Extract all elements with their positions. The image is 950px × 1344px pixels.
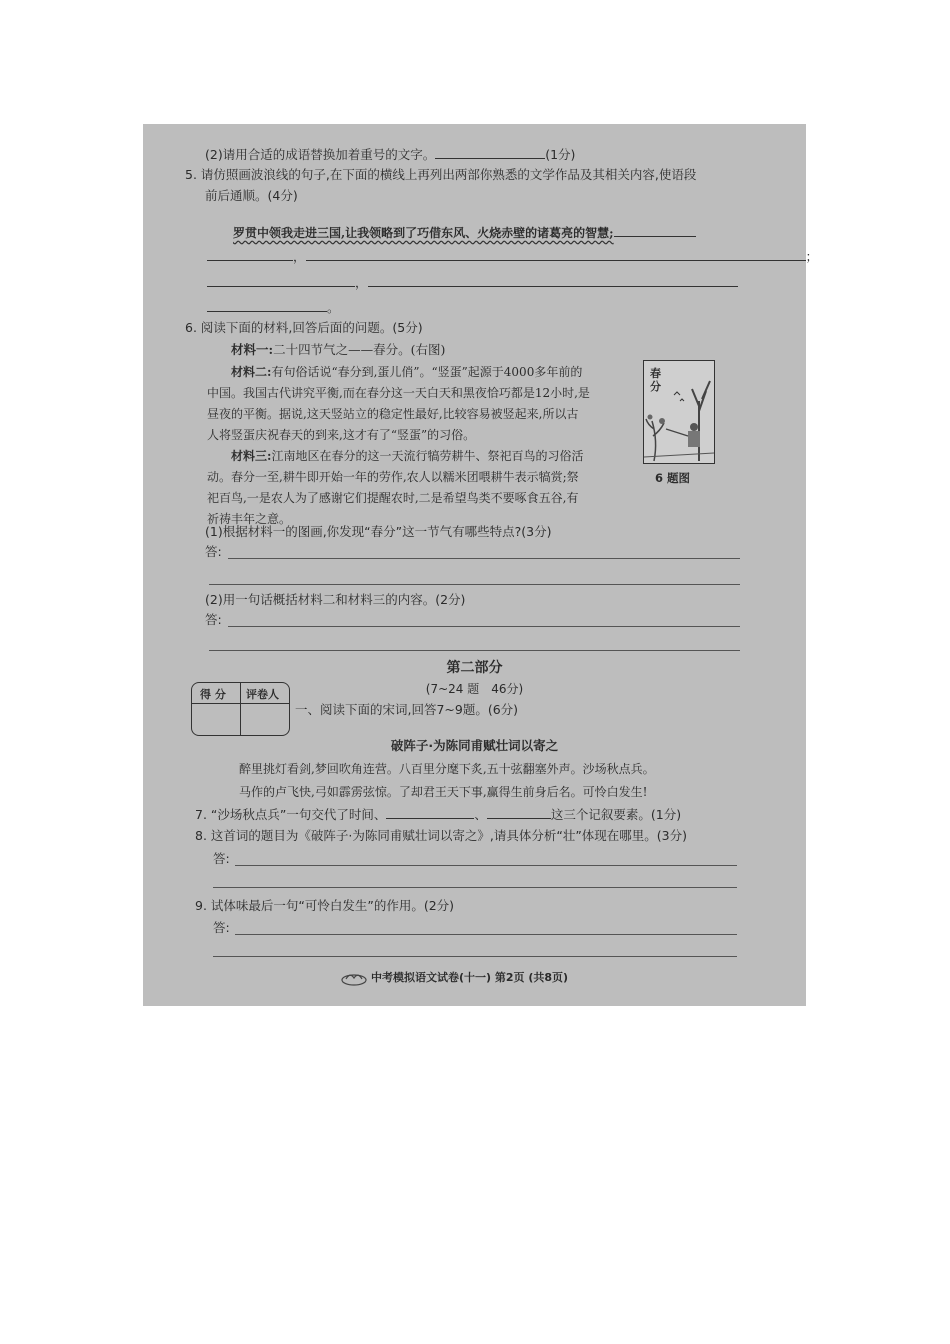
material-2-line2: 中国。我国古代讲究平衡,而在春分这一天白天和黑夜恰巧都是12小时,是 [207, 386, 590, 400]
answer-label: 答: [205, 544, 222, 559]
question-9: 9. 试体味最后一句“可怜白发生”的作用。(2分) [195, 898, 455, 913]
material-3-line3: 祀百鸟,一是农人为了感谢它们提醒农时,二是希望鸟类不要啄食五谷,有 [207, 491, 579, 505]
answer-line[interactable] [213, 956, 737, 957]
poem-line-1: 醉里挑灯看剑,梦回吹角连营。八百里分麾下炙,五十弦翻塞外声。沙场秋点兵。 [239, 762, 655, 776]
answer-blank[interactable] [207, 248, 293, 261]
exam-page-photo [143, 124, 819, 1006]
score-box [191, 682, 290, 736]
question-7: 7. “沙场秋点兵”一句交代了时间、 、 这三个记叙要素。(1分) [195, 807, 682, 822]
material-3-line1: 材料三:江南地区在春分的这一天流行犒劳耕牛、祭祀百鸟的习俗活 [231, 449, 584, 463]
answer-blank[interactable] [386, 806, 474, 819]
figure-caption: 6 题图 [655, 471, 691, 485]
question-6-1: (1)根据材料一的图画,你发现“春分”这一节气有哪些特点?(3分) [205, 524, 552, 539]
answer-blank[interactable] [306, 248, 806, 261]
answer-label: 答: [213, 920, 230, 935]
footer: 中考模拟语文试卷(十一) 第2页 (共8页) [341, 970, 568, 986]
question-5-example: 罗贯中领我走进三国,让我领略到了巧借东风、火烧赤壁的诸葛亮的智慧; [233, 224, 696, 241]
publisher-logo-icon [341, 970, 367, 986]
figure-drawing [644, 361, 714, 463]
answer-label: 答: [213, 851, 230, 866]
question-5-line1: 5. 请仿照画波浪线的句子,在下面的横线上再列出两部你熟悉的文学作品及其相关内容,使语段 [185, 167, 697, 182]
answer-line[interactable] [228, 558, 740, 559]
section-1-title: 一、阅读下面的宋词,回答7~9题。(6分) [295, 702, 519, 717]
answer-blank[interactable] [435, 146, 545, 159]
answer-line[interactable] [228, 626, 740, 627]
answer-line[interactable] [213, 887, 737, 888]
material-3-line4: 祈祷丰年之意。 [207, 512, 292, 526]
part-2-title: 第二部分 [446, 660, 503, 676]
question-4-2: (2)请用合适的成语替换加着重号的文字。 (1分) [205, 147, 576, 162]
poem-title: 破阵子·为陈同甫赋壮词以寄之 [390, 738, 559, 753]
grader-label: 评卷人 [246, 688, 279, 701]
material-2-line3: 昼夜的平衡。据说,这天竖站立的稳定性最好,比较容易被竖起来,所以古 [207, 407, 579, 421]
answer-line[interactable] [235, 865, 737, 866]
figure-label: 春分 [650, 367, 661, 393]
answer-line[interactable] [209, 650, 740, 651]
answer-blank[interactable] [207, 274, 355, 287]
answer-line[interactable] [209, 584, 740, 585]
material-2-line1: 材料二:有句俗话说“春分到,蛋儿俏”。“竖蛋”起源于4000多年前的 [231, 365, 583, 379]
material-3-line2: 动。春分一至,耕牛即开始一年的劳作,农人以糯米团喂耕牛表示犒赏;祭 [207, 470, 579, 484]
spring-equinox-illustration [643, 360, 715, 464]
question-5-blank-line2: ， ； [207, 248, 818, 265]
poem-line-2: 马作的卢飞快,弓如霹雳弦惊。了却君王天下事,赢得生前身后名。可怜白发生! [239, 785, 648, 799]
material-2-line4: 人将竖蛋庆祝春天的到来,这才有了“竖蛋”的习俗。 [207, 428, 476, 442]
answer-blank[interactable] [207, 299, 327, 312]
answer-blank[interactable] [368, 274, 738, 287]
question-5-line2: 前后通顺。(4分) [205, 188, 298, 203]
score-label: 得 分 [200, 688, 226, 701]
question-5-blank-line3: ， [207, 274, 738, 291]
question-6-2: (2)用一句话概括材料二和材料三的内容。(2分) [205, 592, 466, 607]
question-5-blank-line4: 。 [207, 299, 340, 316]
question-6-title: 6. 阅读下面的材料,回答后面的问题。(5分) [185, 320, 423, 335]
answer-label: 答: [205, 612, 222, 627]
material-1: 材料一:二十四节气之——春分。(右图) [231, 342, 446, 357]
part-2-range: (7~24 题 46分) [425, 682, 524, 696]
answer-line[interactable] [235, 934, 737, 935]
answer-blank[interactable] [614, 224, 696, 237]
question-8: 8. 这首词的题目为《破阵子·为陈同甫赋壮词以寄之》,请具体分析“壮”体现在哪里。(3分) [195, 828, 688, 843]
answer-blank[interactable] [487, 806, 551, 819]
